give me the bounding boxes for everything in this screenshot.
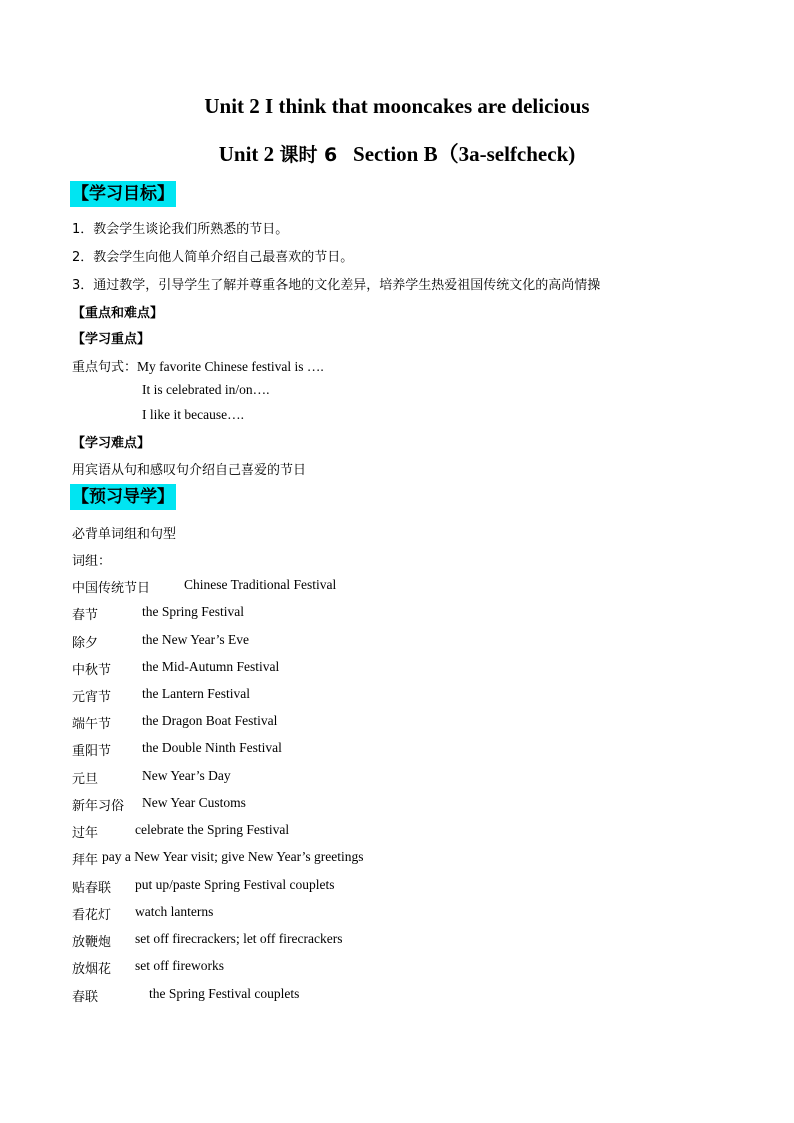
vocab-en: set off firecrackers; let off firecrackers xyxy=(135,931,343,946)
vocab-cn: 端午节 xyxy=(72,717,112,732)
vocab-cn: 中国传统节日 xyxy=(72,581,151,596)
vocab-cn: 贴春联 xyxy=(72,881,112,896)
vocab-cn: 放烟花 xyxy=(72,962,112,977)
vocab-row xyxy=(72,877,672,895)
objective-1: 1．教会学生谈论我们所熟悉的节日。 xyxy=(72,222,289,237)
vocab-en: the New Year’s Eve xyxy=(142,632,249,647)
key-pattern-2: It is celebrated in/on…. xyxy=(142,382,270,397)
vocab-cn: 拜年 xyxy=(72,853,99,868)
objective-2: 2．教会学生向他人简单介绍自己最喜欢的节日。 xyxy=(72,250,354,265)
vocab-row xyxy=(72,931,672,949)
learning-objectives-heading: 【学习目标】 xyxy=(70,181,176,207)
key-patterns-label: 重点句式： xyxy=(72,360,138,375)
vocab-row xyxy=(72,822,672,840)
vocab-en: watch lanterns xyxy=(135,904,214,919)
document-title: Unit 2 I think that mooncakes are delicious xyxy=(204,94,590,118)
vocab-row xyxy=(72,659,672,677)
preview-guide-heading: 【预习导学】 xyxy=(70,484,176,510)
vocab-en: pay a New Year visit; give New Year’s greetings xyxy=(102,849,364,864)
vocab-en: celebrate the Spring Festival xyxy=(135,822,290,837)
document-subtitle xyxy=(0,138,794,168)
vocab-cn: 元宵节 xyxy=(72,690,112,705)
vocab-row xyxy=(72,632,672,650)
vocab-en: the Dragon Boat Festival xyxy=(142,713,278,728)
key-pattern-3: I like it because…. xyxy=(142,407,244,422)
vocab-cn: 新年习俗 xyxy=(72,799,125,814)
vocab-row xyxy=(72,986,672,1004)
vocab-cn: 元旦 xyxy=(72,772,99,787)
phrase-label: 词组： xyxy=(72,554,112,569)
vocab-cn: 中秋节 xyxy=(72,663,112,678)
vocab-en: put up/paste Spring Festival couplets xyxy=(135,877,335,892)
vocab-cn: 重阳节 xyxy=(72,744,112,759)
key-difficulty-label: 【重点和难点】 xyxy=(72,306,164,321)
vocab-en: the Double Ninth Festival xyxy=(142,740,282,755)
vocab-row xyxy=(72,740,672,758)
vocab-cn: 除夕 xyxy=(72,636,99,651)
subtitle-lesson: 课时 6 xyxy=(279,144,338,166)
subtitle-section: Section B（3a-selfcheck) xyxy=(353,142,576,166)
vocab-row xyxy=(72,577,672,595)
vocab-row xyxy=(72,904,672,922)
vocab-row xyxy=(72,795,672,813)
vocab-en: set off fireworks xyxy=(135,958,224,973)
key-pattern-1: My favorite Chinese festival is …. xyxy=(137,359,324,374)
vocab-en: the Spring Festival xyxy=(142,604,244,619)
vocab-cn: 放鞭炮 xyxy=(72,935,112,950)
vocab-row xyxy=(72,713,672,731)
key-patterns-row xyxy=(72,356,324,375)
vocab-row xyxy=(72,768,672,786)
vocab-cn: 过年 xyxy=(72,826,99,841)
vocab-cn: 看花灯 xyxy=(72,908,112,923)
vocab-en: New Year’s Day xyxy=(142,768,231,783)
vocab-en: the Lantern Festival xyxy=(142,686,250,701)
must-memorize-intro: 必背单词组和句型 xyxy=(72,527,177,542)
vocab-en: New Year Customs xyxy=(142,795,246,810)
vocab-row xyxy=(72,604,672,622)
vocab-en: the Mid-Autumn Festival xyxy=(142,659,280,674)
objective-3: 3．通过教学，引导学生了解并尊重各地的文化差异，培养学生热爱祖国传统文化的高尚情操 xyxy=(72,278,601,293)
vocab-en: the Spring Festival couplets xyxy=(149,986,300,1001)
subtitle-unit: Unit 2 xyxy=(218,142,275,166)
difficulty-label: 【学习难点】 xyxy=(72,436,151,451)
difficulty-text: 用宾语从句和感叹句介绍自己喜爱的节日 xyxy=(72,463,307,478)
vocab-cn: 春节 xyxy=(72,608,99,623)
vocab-row xyxy=(72,958,672,976)
vocab-row xyxy=(72,849,672,867)
key-points-label: 【学习重点】 xyxy=(72,332,151,347)
vocab-en: Chinese Traditional Festival xyxy=(184,577,337,592)
vocab-row xyxy=(72,686,672,704)
vocab-cn: 春联 xyxy=(72,990,99,1005)
